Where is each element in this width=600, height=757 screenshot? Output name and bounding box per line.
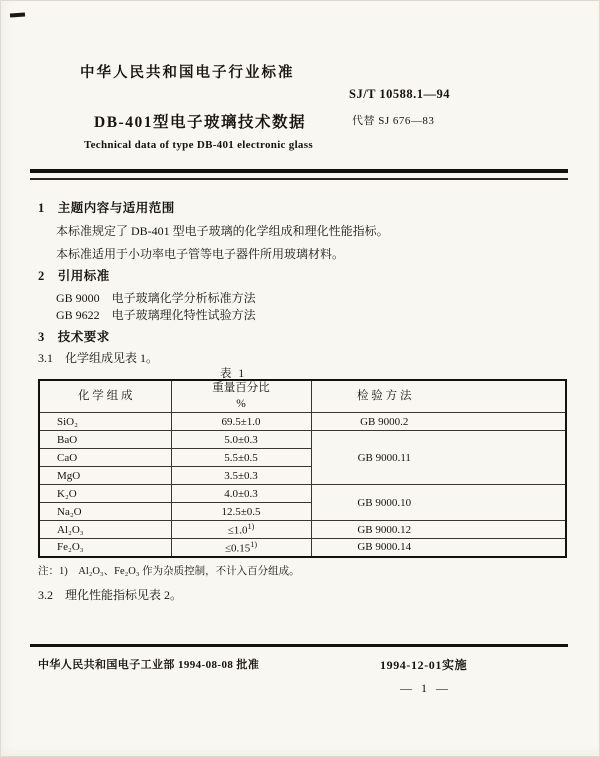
value-cell: 4.0±0.3 xyxy=(171,485,311,503)
value-cell: 3.5±0.3 xyxy=(171,467,311,485)
component-cell: BaO xyxy=(39,431,171,449)
standard-org-title: 中华人民共和国电子行业标准 xyxy=(80,65,295,81)
footer-rule xyxy=(30,644,568,647)
table-row xyxy=(39,539,566,557)
method-cell: GB 9000.14 xyxy=(311,539,566,557)
percent-header-line2: % xyxy=(236,397,246,410)
page-number: — 1 — xyxy=(400,681,451,695)
referenced-standard-1: GB 9000 电子玻璃化学分析标准方法 xyxy=(56,291,256,305)
table1-footnote: 注：1) Al₂O₃、Fe₂O₃ 作为杂质控制，不计入百分组成。 xyxy=(38,566,300,577)
table1-caption: 表 1 xyxy=(220,368,247,380)
implementation-date: 1994-12-01实施 xyxy=(380,658,468,672)
approval-statement: 中华人民共和国电子工业部 1994-08-08 批准 xyxy=(38,659,260,671)
table-row xyxy=(39,413,566,431)
replaces-standard: 代替 SJ 676—83 xyxy=(352,115,435,127)
method-cell: GB 9000.10 xyxy=(311,485,566,521)
table-row xyxy=(39,521,566,539)
chemical-composition-table xyxy=(38,379,567,558)
table-row xyxy=(39,485,566,503)
value-cell: 69.5±1.0 xyxy=(171,413,311,431)
component-cell: K₂O xyxy=(39,485,171,503)
column-header-method: 检 验 方 法 xyxy=(311,380,566,413)
referenced-standard-2: GB 9622 电子玻璃理化特性试验方法 xyxy=(56,308,256,322)
header-rule-thick xyxy=(30,169,568,173)
value-cell: 5.5±0.5 xyxy=(171,449,311,467)
value-cell xyxy=(171,521,311,539)
method-cell: GB 9000.2 xyxy=(311,413,566,431)
header-rule-thin xyxy=(30,178,568,180)
clause-3-2: 3.2 理化性能指标见表 2。 xyxy=(38,588,183,602)
document-title-english: Technical data of type DB-401 electronic glass xyxy=(84,139,313,151)
value-cell: 12.5±0.5 xyxy=(171,503,311,521)
method-cell: GB 9000.11 xyxy=(311,431,566,485)
value-cell xyxy=(171,539,311,557)
section3-heading: 3 技术要求 xyxy=(38,330,110,344)
component-cell: SiO₂ xyxy=(39,413,171,431)
percent-header-line1: 重量百分比 xyxy=(212,382,270,394)
footnote-marker: 1) xyxy=(247,522,255,532)
scan-artifact xyxy=(10,12,25,17)
column-header-percent xyxy=(171,380,311,413)
section1-paragraph2: 本标准适用于小功率电子管等电子器件所用玻璃材料。 xyxy=(56,247,345,261)
document-title: DB-401型电子玻璃技术数据 xyxy=(94,114,306,131)
value-text: ≤0.15 xyxy=(225,542,251,555)
section1-paragraph1: 本标准规定了 DB-401 型电子玻璃的化学组成和理化性能指标。 xyxy=(56,224,389,238)
standard-number: SJ/T 10588.1—94 xyxy=(349,87,451,101)
value-cell: 5.0±0.3 xyxy=(171,431,311,449)
component-cell: Na₂O xyxy=(39,503,171,521)
value-text: ≤1.0 xyxy=(227,524,248,537)
component-cell: Al₂O₃ xyxy=(39,521,171,539)
table-header-row xyxy=(39,380,566,413)
method-cell: GB 9000.12 xyxy=(311,521,566,539)
section1-heading: 1 主题内容与适用范围 xyxy=(38,201,175,215)
component-cell: Fe₂O₃ xyxy=(39,539,171,557)
table-row xyxy=(39,431,566,449)
footnote-marker: 1) xyxy=(250,539,257,549)
clause-3-1: 3.1 化学组成见表 1。 xyxy=(38,351,159,365)
section2-heading: 2 引用标准 xyxy=(38,269,110,283)
column-header-component: 化 学 组 成 xyxy=(39,380,171,413)
component-cell: CaO xyxy=(39,449,171,467)
component-cell: MgO xyxy=(39,467,171,485)
